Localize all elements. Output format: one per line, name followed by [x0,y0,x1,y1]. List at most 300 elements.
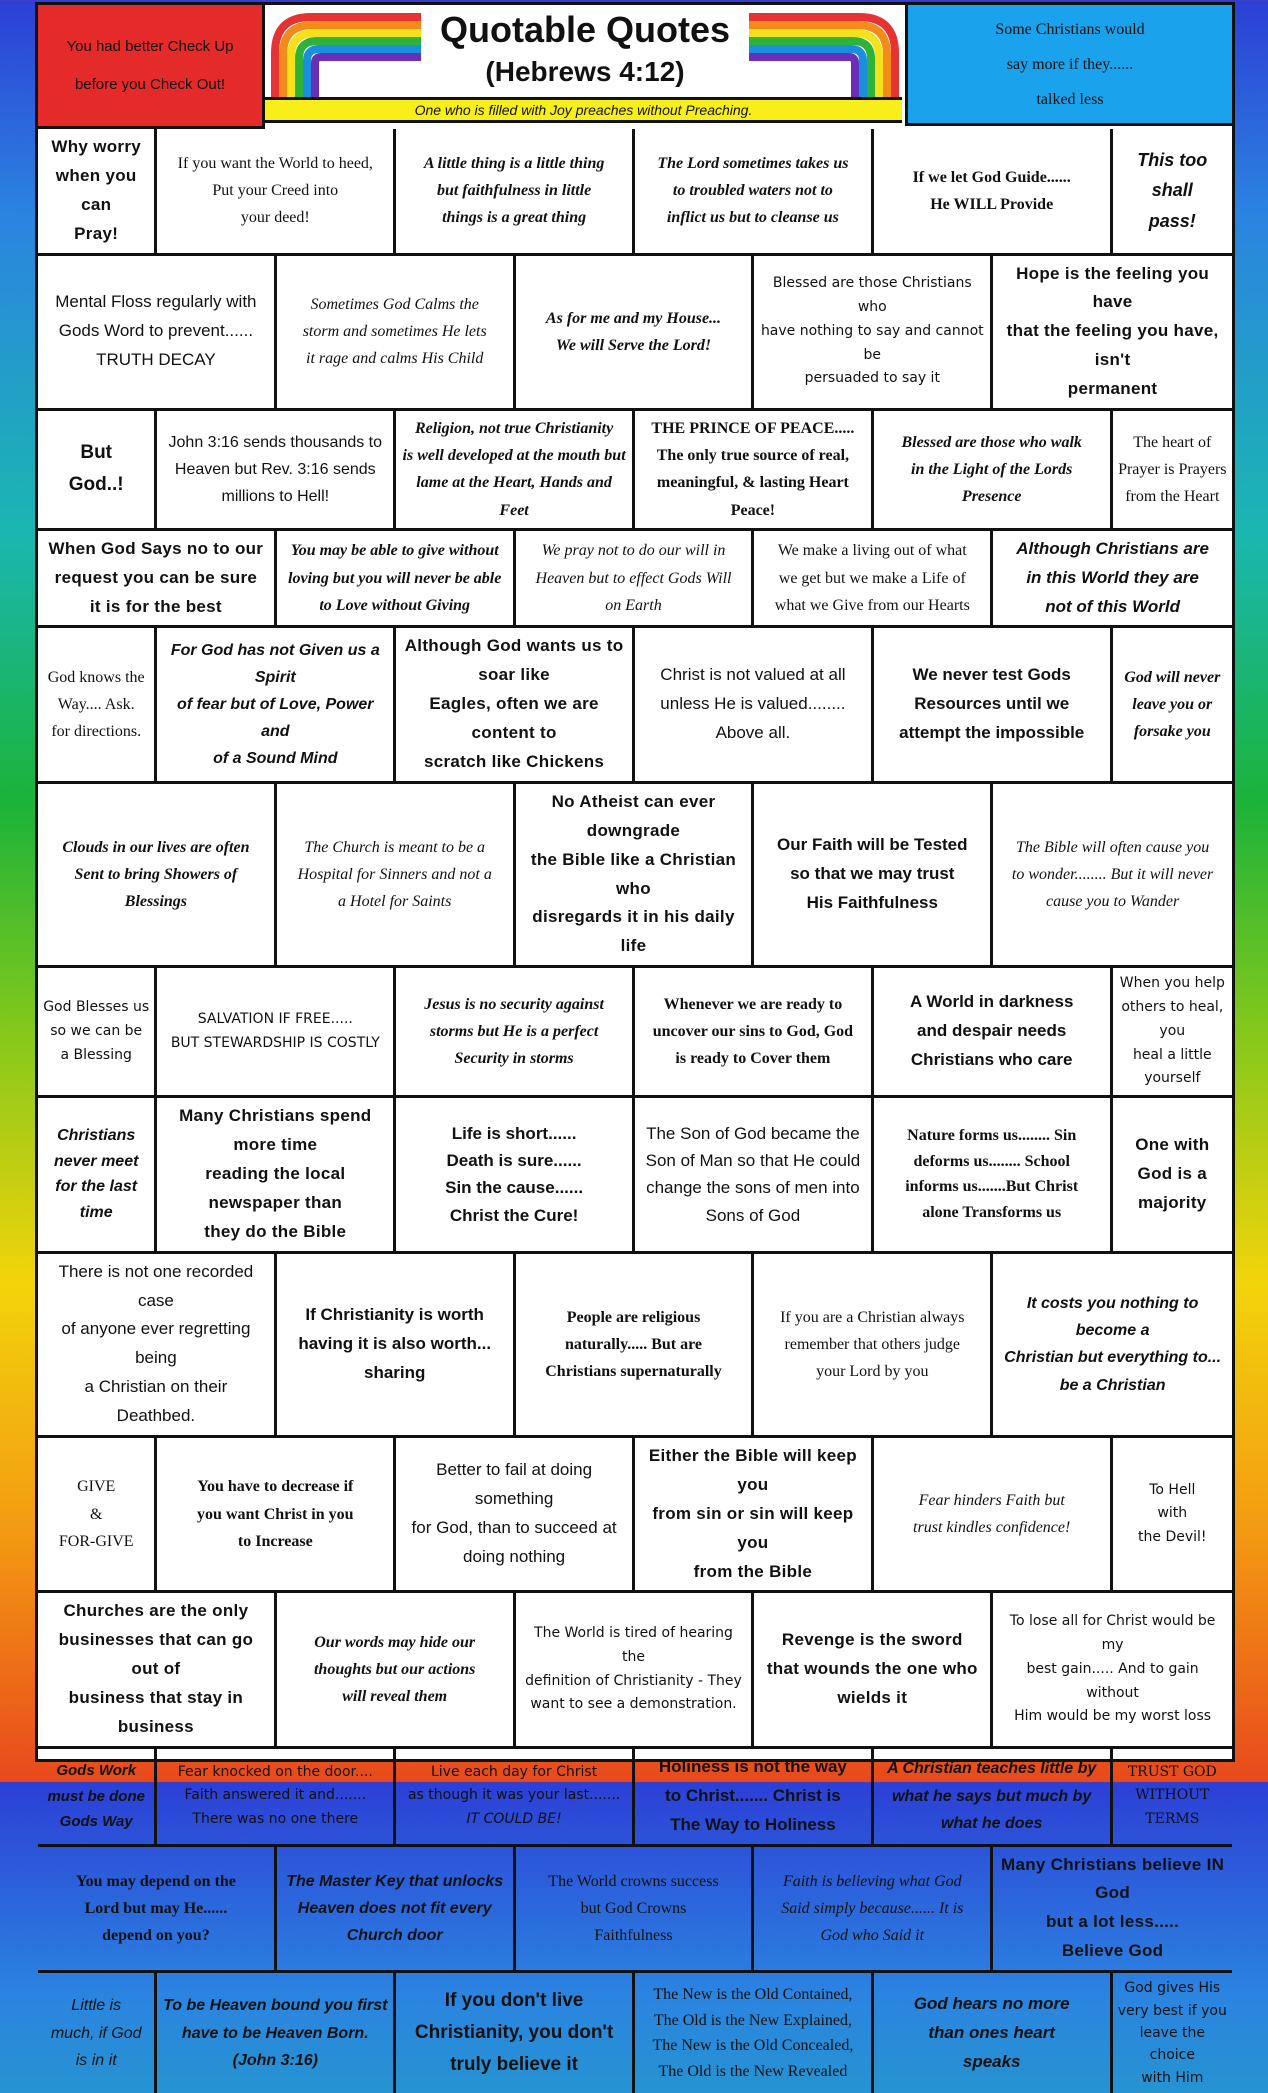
quote-line: what he does [941,1814,1043,1832]
quote-line: the Devil! [1138,1529,1207,1546]
quote-line: Christianity, you don't [414,2021,614,2043]
quote-line: GIVE [77,1478,116,1496]
quote-line: in this World they are [1026,567,1199,587]
quote-line: is well developed at the mouth but [402,447,626,465]
quote-cell [157,1438,396,1593]
quote-line: is ready to Cover them [675,1050,831,1068]
quote-line: But [80,442,113,464]
quote-line: best gain..... And to gain without [1026,1660,1199,1701]
quote-cell [396,411,635,531]
quote-line: Fear hinders Faith but [918,1492,1065,1510]
quote-line: The only true source of real, [656,447,850,465]
quote-line: Clouds in our lives are often [62,838,250,856]
quote-line: heal a little yourself [1132,1046,1212,1087]
quote-line: time [79,1204,113,1222]
quote-line: (John 3:16) [232,2051,318,2069]
quote-line: Him would be my worst loss [1014,1708,1212,1725]
quote-line: remember that others judge [784,1335,961,1353]
quote-cell [754,1847,993,1974]
quote-line: persuaded to say it [804,370,940,387]
quote-line: a Hotel for Saints [338,893,452,911]
quote-line: and despair needs [917,1021,1067,1041]
quote-line: Hope is the feeling you have [1016,263,1210,312]
quote-line: A little thing is a little thing [423,155,605,172]
quote-line: The New is the Old Contained, [653,1985,853,2003]
quote-line: to troubled waters not to [672,182,833,200]
quote-cell [993,531,1232,629]
quote-line: Blessings [124,893,188,911]
quote-line: It costs you nothing to become a [1026,1294,1199,1340]
quote-line: His Faithfulness [806,893,938,912]
quote-line: TRUTH DECAY [96,350,216,370]
quote-cell [874,628,1113,783]
quote-line: with Him [1141,2069,1204,2086]
quote-line: Presence [961,487,1022,505]
quote-line: have nothing to say and cannot be [760,322,984,363]
quote-line: Nature forms us........ Sin [907,1127,1077,1145]
quote-line: If you don't live [444,1989,584,2011]
quote-line: meaningful, & lasting Heart Peace! [656,474,849,519]
quote-cell [1113,411,1232,531]
quote-cell [396,129,635,256]
quote-cell [874,1973,1113,2093]
quote-line: Christians supernaturally [545,1362,722,1380]
quote-cell [38,784,277,968]
quote-line: than ones heart [928,2022,1055,2042]
quote-line: what we Give from our Hearts [774,596,970,614]
quote-cell [157,1098,396,1253]
quote-line: You have to decrease if [197,1478,354,1496]
quote-cell [874,1749,1113,1847]
quote-line: for God, than to succeed at [411,1518,617,1538]
quote-cell [635,628,874,783]
quote-line: We never test Gods [912,665,1071,685]
quote-line: Way.... Ask. [57,696,135,714]
quote-cell [38,1593,277,1748]
quote-cell [157,1749,396,1847]
quote-line: very best if you [1117,2002,1227,2019]
quote-line: it is for the best [89,596,222,616]
quote-line: thoughts but our actions [313,1661,476,1679]
quote-line: unless He is valued........ [660,694,846,714]
quote-line: must be done [47,1787,145,1805]
quote-cell [874,1098,1113,1253]
quote-line: but God Crowns [580,1899,687,1917]
quote-line: IT COULD BE! [466,1811,562,1828]
quote-line: God will never [1124,668,1221,686]
quote-line: of a Sound Mind [213,750,338,768]
quote-line: leave the choice [1139,2024,1205,2064]
quote-line: so we can be [50,1022,143,1039]
quote-line: Faith answered it and....... [184,1787,367,1804]
quote-line: Pray! [74,223,119,243]
quote-line: Mental Floss regularly with [55,292,257,312]
quote-line: The Old is the New Revealed [658,2062,848,2080]
quote-line: to Christ....... Christ is [665,1785,841,1805]
quote-cell [38,411,157,531]
quote-line: Heaven does not fit every [297,1899,492,1917]
quote-line: not of this World [1045,596,1180,616]
quote-cell [38,1254,277,1438]
quote-line: what he says but much by [892,1787,1092,1805]
quote-line: Fear knocked on the door.... [177,1763,373,1780]
quote-line: the Bible like a Christian who [530,849,737,898]
quote-line: Live each day for Christ [430,1763,598,1780]
quote-line: to Love without Giving [319,596,471,614]
header-left-line-2: before you Check Out! [74,75,226,93]
quote-line: of anyone ever regretting being [61,1319,251,1368]
quote-line: Many Christians spend more time [179,1106,372,1155]
quote-line: We will Serve the Lord! [555,336,712,354]
quote-cell [1113,968,1232,1098]
quote-cell [157,628,396,783]
quote-cell [516,256,755,411]
quote-line: One with [1135,1135,1210,1155]
quote-cell [874,129,1113,256]
quote-cell [874,968,1113,1098]
quote-line: God Blesses us [43,999,150,1016]
quote-cell [157,968,396,1098]
quote-line: Christ is not valued at all [660,665,846,685]
quote-line: Whenever we are ready to [663,995,843,1013]
quote-line: but a lot less..... [1045,1912,1180,1932]
quote-line: TERMS [1145,1811,1200,1828]
quote-line: If you are a Christian always [780,1308,965,1326]
quote-line: Better to fail at doing something [436,1460,593,1509]
quote-line: The Old is the New Explained, [653,2011,852,2029]
quote-line: Revenge is the sword [781,1630,963,1650]
quote-cell [38,129,157,256]
quote-line: Holiness is not the way [658,1756,847,1776]
quote-line: Churches are the only [63,1601,249,1621]
quote-cell [516,1254,755,1438]
quote-cell [516,784,755,968]
quote-line: The Lord sometimes takes us [657,155,849,172]
quote-line: have to be Heaven Born. [181,2024,369,2042]
quote-line: Above all. [715,723,791,743]
quote-line: lame at the Heart, Hands and Feet [416,474,612,519]
quote-line: Our Faith will be Tested [777,835,968,855]
quote-cell [277,531,516,629]
quote-line: never meet [53,1152,139,1170]
quote-line: TRUST GOD [1127,1763,1217,1780]
quote-line: THE PRINCE OF PEACE..... [651,420,855,438]
quote-cell [38,1438,157,1593]
quote-line: change the sons of men into [646,1178,860,1198]
quote-line: your Lord by you [816,1362,929,1380]
header-left-line-1: You had better Check Up [66,37,234,55]
quote-line: A Christian teaches little by [887,1760,1097,1778]
quote-line: sharing [363,1362,426,1382]
quote-line: No Atheist can ever downgrade [551,791,716,840]
quote-line: Sent to bring Showers of [74,865,238,883]
quote-line: Believe God [1061,1941,1164,1961]
quote-cell [38,968,157,1098]
quote-line: Little is [71,1997,122,2015]
quote-line: The Church is meant to be a [304,838,486,856]
quote-line: Resources until we [914,694,1070,714]
quote-cell [635,968,874,1098]
quote-line: truly believe it [450,2054,578,2076]
quote-line: request you can be sure [54,567,258,587]
quote-line: You may depend on the [75,1872,236,1890]
quote-cell [396,1438,635,1593]
quote-line: A World in darkness [909,992,1074,1012]
quote-cell [1113,1438,1232,1593]
quote-line: will reveal them [342,1688,448,1706]
quote-line: in the Light of the Lords [911,460,1073,478]
quote-line: uncover our sins to God, God [652,1023,854,1041]
quote-line: Heaven but Rev. 3:16 sends [174,460,376,478]
quote-line: cause you to Wander [1046,893,1180,911]
quote-line: & [89,1505,103,1523]
quote-line: Church door [346,1926,443,1944]
quote-line: Heaven but to effect Gods Will [535,569,732,587]
quotes-grid [38,129,1232,2086]
quote-cell [38,628,157,783]
quote-line: Jesus is no security against [424,995,604,1013]
quote-cell [277,1593,516,1748]
quote-cell [38,1973,157,2093]
quote-line: Religion, not true Christianity [414,420,614,438]
quote-cell [635,1098,874,1253]
quote-cell [754,256,993,411]
header-right-box [905,5,1232,126]
quote-cell [396,968,635,1098]
quote-line: God gives His [1124,1980,1221,1997]
quote-line: others to heal, you [1121,999,1224,1039]
quote-line: This too [1137,149,1208,170]
quote-line: People are religious [566,1308,701,1326]
header-right-line-2: say more if they...... [1006,55,1134,73]
header-right-line-1: Some Christians would [995,20,1145,38]
quote-cell [993,1254,1232,1438]
quote-line: businesses that can go out of [58,1630,254,1679]
quote-line: reading the local newspaper than [205,1164,346,1212]
quote-line: WITHOUT [1135,1787,1210,1804]
quote-line: we get but we make a Life of [778,569,966,587]
quote-line: permanent [1067,379,1158,399]
quote-line: Said simply because...... It is [781,1899,964,1917]
quote-cell [1113,1098,1232,1253]
quote-line: things is a great thing [442,209,587,227]
quote-line: Sons of God [705,1205,801,1225]
quote-line: The Bible will often cause you [1015,838,1210,856]
quote-line: for directions. [51,723,142,741]
quote-cell [277,1254,516,1438]
quote-line: much, if God [50,2024,142,2042]
quote-line: There was no one there [192,1811,359,1828]
quote-cell [635,1438,874,1593]
header-left-box [38,5,265,129]
quote-line: Prayer is Prayers [1118,460,1227,478]
quote-line: majority [1138,1192,1207,1212]
quote-line: with [1157,1505,1188,1522]
header [38,5,1232,129]
quote-cell [993,784,1232,968]
quote-line: He WILL Provide [930,195,1054,213]
quote-line: The New is the Old Concealed, [652,2037,854,2055]
quote-line: disregards it in his daily life [532,907,735,956]
quote-line: that wounds the one who [766,1659,978,1679]
quote-line: your deed! [240,209,310,227]
quote-line: To be Heaven bound you first [163,1997,388,2015]
quote-line: having it is also worth... [298,1333,492,1353]
quote-cell [993,256,1232,411]
quote-line: Eagles, often we are content to [429,694,599,743]
quote-cell [157,1973,396,2093]
quote-line: If we let God Guide...... [912,168,1071,186]
quote-line: for the last [55,1178,138,1196]
quote-line: Sin the cause...... [445,1178,584,1198]
quote-line: Christians who care [910,1050,1073,1070]
quote-line: FOR-GIVE [58,1532,134,1550]
quote-line: from the Bible [693,1561,813,1581]
quote-line: God..! [68,474,124,496]
quote-line: from sin or sin will keep you [652,1503,854,1552]
quote-cell [754,784,993,968]
quote-line: Faith is believing what God [782,1872,962,1890]
quote-line: informs us.......But Christ [905,1178,1079,1196]
quote-cell [516,1847,755,1974]
quote-line: definition of Christianity - They [525,1672,742,1689]
quote-line: Our words may hide our [314,1633,476,1651]
quote-cell [754,531,993,629]
quote-line: scratch like Chickens [424,752,605,771]
quote-cell [874,411,1113,531]
quote-line: depend on you? [102,1926,210,1944]
quote-line: they do the Bible [204,1221,347,1241]
quote-line: Son of Man so that He could [645,1151,861,1171]
quote-line: Sometimes God Calms the [310,296,479,313]
quote-line: want to see a demonstration. [530,1696,737,1713]
quote-line: Why worry [51,137,141,156]
quote-cell [754,1254,993,1438]
quote-cell [1113,628,1232,783]
quote-line: Death is sure...... [446,1151,582,1171]
quote-line: When God Says no to our [48,538,264,558]
quote-line: The Son of God became the [646,1124,860,1144]
quote-line: to Increase [237,1532,313,1550]
quote-cell [516,1593,755,1748]
quote-cell [277,256,516,411]
quote-line: To lose all for Christ would be my [1009,1613,1216,1653]
quote-line: Christian but everything to... [1004,1349,1222,1367]
banner-quote: One who is filled with Joy preaches without Preaching. [265,97,902,123]
quote-line: speaks [962,2051,1021,2071]
quote-cell [157,129,396,256]
quote-line: Faithfulness [594,1926,673,1944]
quote-line: John 3:16 sends thousands to [168,433,383,451]
quote-cell [993,1593,1232,1748]
quote-cell [874,1438,1113,1593]
quote-cell [516,531,755,629]
quote-line: God who Said it [820,1926,925,1944]
quote-line: God is a [1137,1164,1208,1183]
quote-cell [277,784,516,968]
quote-line: that the feeling you have, isn't [1006,321,1219,370]
quote-line: as though it was your last....... [407,1787,621,1804]
quote-cell [635,411,874,531]
poster-frame [35,2,1235,2086]
quote-line: leave you or [1132,696,1213,714]
quote-line: Lord but may He...... [84,1899,228,1917]
quote-cell [396,1973,635,2093]
quote-line: to wonder........ But it will never [1011,865,1214,883]
quote-line: deforms us........ School [913,1152,1070,1170]
quote-line: business that stay in business [68,1688,244,1737]
quote-line: of fear but of Love, Power and [177,696,374,741]
quote-line: As for me and my House... [545,309,722,327]
quote-line: The Way to Holiness [670,1814,836,1834]
quote-line: If Christianity is worth [305,1305,484,1324]
quote-cell [1113,129,1232,256]
page-title: Quotable Quotes [439,9,731,50]
quote-cell [635,1749,874,1847]
quote-line: millions to Hell! [221,487,330,505]
quote-line: when you can [55,165,137,214]
quote-line: trust kindles confidence! [913,1519,1071,1537]
quote-line: storms but He is a perfect [429,1023,599,1041]
quote-cell [635,1973,874,2093]
quote-line: God hears no more [913,1993,1070,2013]
quote-line: If you want the World to heed, [177,155,373,172]
quote-cell [38,531,277,629]
quote-line: God knows the [47,668,145,686]
quote-line: doing nothing [463,1547,566,1567]
quote-line: be a Christian [1059,1376,1166,1394]
quote-line: naturally..... But are [564,1335,703,1353]
quote-line: a Blessing [60,1046,132,1063]
quote-line: shall [1151,180,1193,201]
page-subtitle: (Hebrews 4:12) [485,56,685,87]
quote-line: For God has not Given us a Spirit [170,641,380,686]
quote-line: so that we may trust [790,864,955,884]
quote-line: it rage and calms His Child [306,350,484,368]
quote-cell [38,1847,277,1974]
quote-line: loving but you will never be able [288,569,502,587]
header-title-area [265,5,905,126]
quote-line: Christ the Cure! [449,1205,579,1225]
quote-cell [38,256,277,411]
quote-line: The heart of [1133,433,1212,451]
header-right-line-3: talked less [1036,90,1104,108]
quote-line: attempt the impossible [899,723,1085,743]
quote-line: a Christian on their Deathbed. [84,1377,228,1426]
quote-line: Security in storms [454,1050,574,1068]
quote-line: on Earth [605,596,662,614]
quote-cell [1113,1973,1232,2093]
quote-line: BUT STEWARDSHIP IS COSTLY [170,1034,380,1051]
quote-line: inflict us but to cleanse us [666,209,839,227]
quote-line: Gods Work [56,1762,137,1779]
quote-line: Although Christians are [1016,538,1209,558]
quote-line: Although God wants us to soar like [404,636,624,685]
quote-line: Either the Bible will keep you [648,1446,857,1494]
quote-line: We make a living out of what [777,542,967,560]
quote-line: alone Transforms us [922,1204,1062,1222]
quote-line: We pray not to do our will in [541,542,726,560]
quote-line: pass! [1148,211,1196,232]
quote-cell [396,1749,635,1847]
quote-cell [396,628,635,783]
quote-line: SALVATION IF FREE..... [197,1010,353,1027]
quote-line: Blessed are those Christians who [772,275,972,316]
quote-line: is in it [75,2051,117,2069]
quote-cell [1113,1749,1232,1847]
quote-line: Put your Creed into [212,182,339,200]
quote-line: Hospital for Sinners and not a [297,865,492,883]
